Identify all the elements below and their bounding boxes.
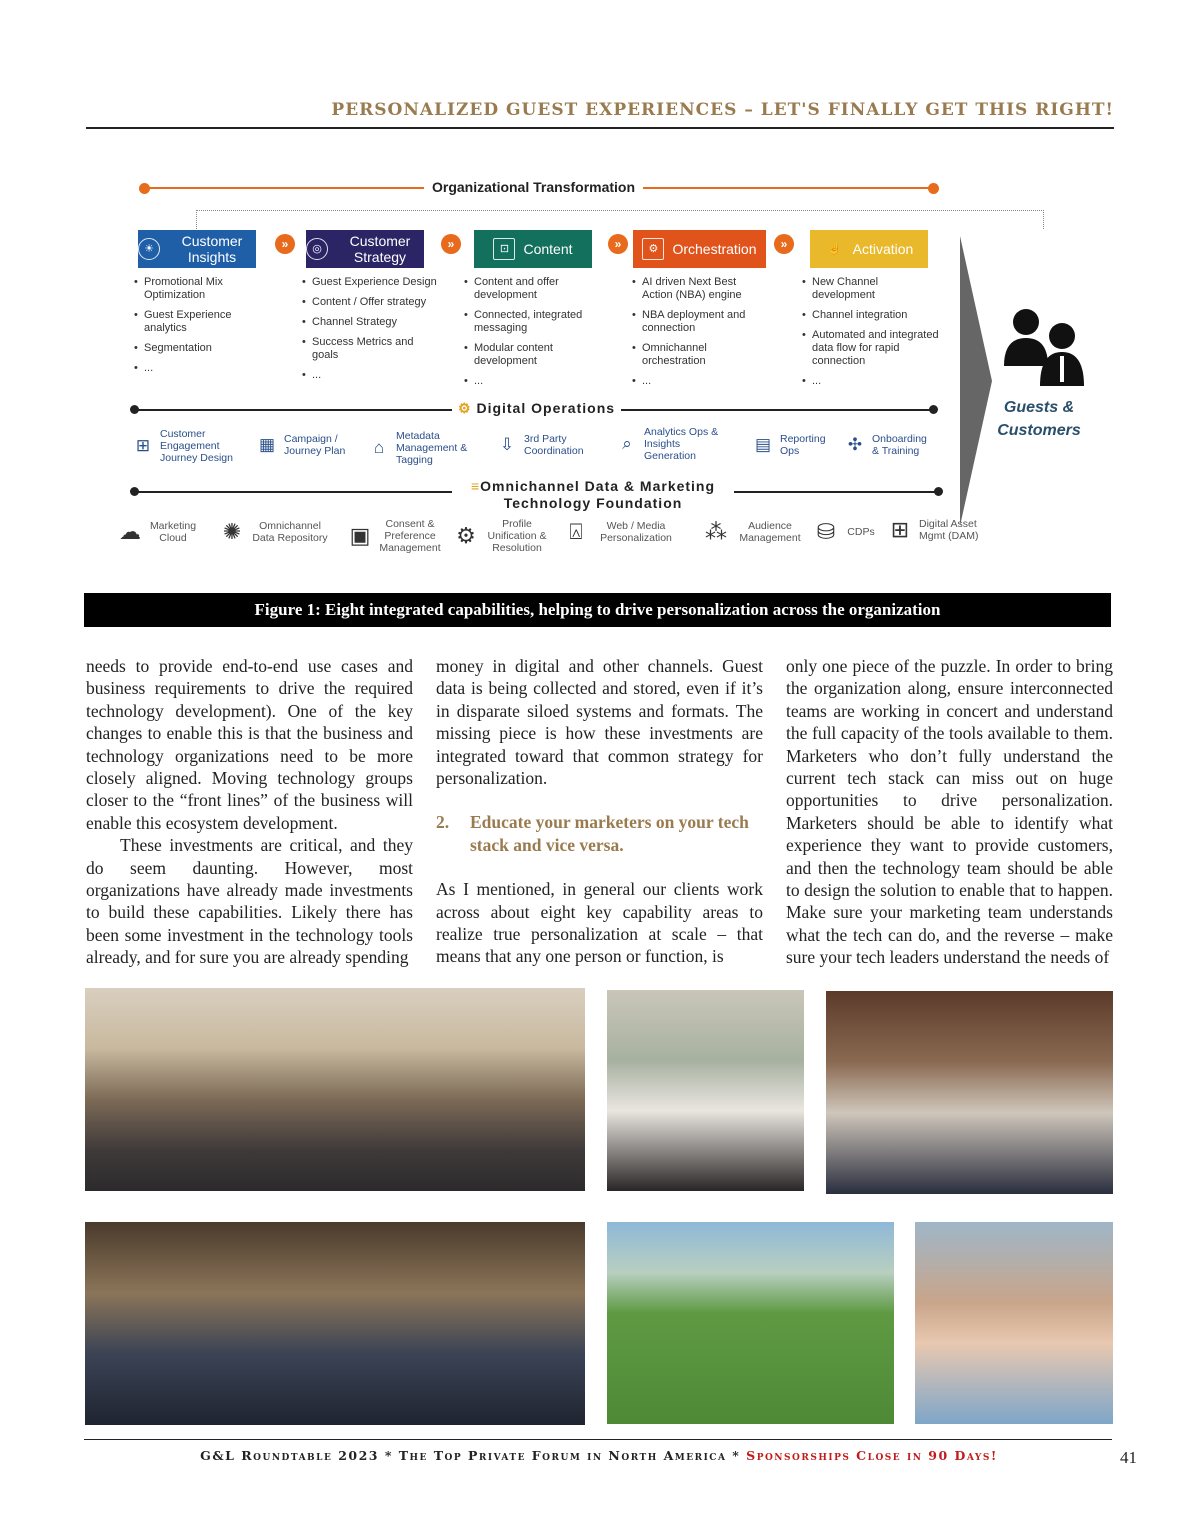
ops-item-journey-design (132, 428, 236, 464)
line-endpoint (139, 183, 150, 194)
ops-item-analytics (616, 426, 728, 462)
page-number: 41 (1120, 1448, 1137, 1467)
text-column-2 (436, 655, 763, 968)
list-item: • Promotional Mix Optimization (134, 276, 262, 302)
ops-label: Onboarding & Training (872, 433, 927, 457)
capability-label: Customer Insights (181, 233, 243, 265)
person-frame-icon: ⍓ (569, 519, 583, 544)
tech-item-omnichannel-repo (218, 518, 329, 546)
capability-items-strategy (302, 276, 442, 389)
paragraph: needs to provide end-to-end use cases and business requirements to drive the required technology development). One of the key changes to enable this is that the business and technology organizations need to be more closely aligned. Moving technology groups closer to the “front lines” of the business will enable this ecosystem development. (86, 656, 413, 833)
list-item: • New Channel development (802, 276, 942, 302)
line-endpoint (928, 183, 939, 194)
footer-sponsorship-text: Sponsorships Close in 90 Days! (746, 1448, 998, 1463)
tech-item-dam (886, 516, 987, 544)
dotted-frame (196, 210, 1044, 229)
tech-item-cdps (812, 518, 877, 546)
capability-activation (810, 230, 928, 268)
guests-customers-label (986, 396, 1092, 442)
list-item: • ... (302, 369, 442, 382)
digital-operations-label: Digital Operations (476, 400, 616, 416)
ops-item-third-party (496, 433, 594, 457)
guests-label-line2: Customers (997, 422, 1081, 439)
capability-orchestration (633, 230, 766, 268)
foundation-label-line1: Omnichannel Data & Marketing (480, 478, 716, 494)
list-item: • NBA deployment and connection (632, 309, 764, 335)
footer-banner (84, 1448, 1114, 1463)
text-column-1 (86, 655, 413, 969)
event-photo-group (85, 1222, 585, 1425)
calendar-icon: ▦ (258, 435, 276, 454)
list-item: • Connected, integrated messaging (464, 309, 604, 335)
event-photo-reception (85, 988, 585, 1191)
gear-icon: ⚙ (458, 400, 472, 416)
target-icon: ◎ (306, 238, 328, 260)
list-item: • Content and offer development (464, 276, 604, 302)
list-item: • Omnichannel orchestration (632, 342, 764, 368)
tech-label: Consent & Preference Management (379, 518, 441, 554)
capabilities-figure (86, 150, 1114, 590)
tech-label: Marketing Cloud (149, 520, 197, 544)
line-endpoint (130, 487, 139, 496)
tech-label: Digital Asset Mgmt (DAM) (919, 518, 979, 542)
ops-item-campaign-plan (256, 433, 350, 457)
list-item: • ... (802, 375, 942, 388)
list-item: • ... (632, 375, 764, 388)
ops-item-reporting (752, 433, 832, 457)
chevron-right-icon: » (441, 234, 461, 254)
tech-item-marketing-cloud (116, 518, 197, 546)
capability-customer-insights (138, 230, 256, 268)
running-header: PERSONALIZED GUEST EXPERIENCES – LET'S FINALLY GET THIS RIGHT! (331, 100, 1114, 120)
header-rule (86, 127, 1114, 129)
event-photo-couple (607, 990, 804, 1191)
paragraph: only one piece of the puzzle. In order to bring the organization along, ensure interconnected teams are working in concert and understand the full capacity of the tools available to them. Marketers who don’t fully understand the current tech stack can miss out on huge opportunities to drive personalization. Marketers should be able to identify what experience they want to provide customers, and then the technology team should be able to design the solution to enable that to happen. Make sure your marketing team understands what the tech can do, and the reverse – make sure your tech leaders understand the needs of (786, 656, 1113, 968)
tech-label: CDPs (847, 526, 875, 538)
list-item: • ... (134, 362, 262, 375)
line-endpoint (934, 487, 943, 496)
capability-items-activation (802, 276, 942, 395)
tech-item-web-media (562, 518, 677, 546)
orchestration-icon: ⚙ (642, 238, 664, 260)
ops-label: Analytics Ops & Insights Generation (644, 426, 719, 462)
tech-label: Omnichannel Data Repository (252, 520, 328, 544)
list-item: • Segmentation (134, 342, 262, 355)
guests-label-line1: Guests & (1003, 399, 1075, 416)
list-item: • Content / Offer strategy (302, 296, 442, 309)
capability-content (474, 230, 592, 268)
arrow-to-guests-icon (958, 236, 994, 526)
event-photo-golf (607, 1222, 894, 1424)
list-item: • Channel integration (802, 309, 942, 322)
capability-items-insights (134, 276, 262, 382)
paragraph: These investments are critical, and they do seem daunting. However, most organizations have already made investments to build these capabilities. Likely there has been some investment in the technology tools already, and for sure you are already spending (86, 835, 413, 968)
gears-icon: ⚙ (456, 523, 476, 548)
audience-icon: ⁂ (705, 519, 727, 544)
list-item: • AI driven Next Best Action (NBA) engine (632, 276, 764, 302)
list-item: • Guest Experience analytics (134, 309, 262, 335)
database-icon: ⛁ (816, 519, 836, 544)
capability-items-orchestration (632, 276, 764, 395)
org-transformation-title: Organizational Transformation (424, 179, 643, 195)
network-icon: ✣ (847, 435, 863, 454)
digital-operations-title (452, 400, 621, 417)
foundation-label-line2: Technology Foundation (503, 495, 683, 511)
ops-label: Campaign / Journey Plan (284, 433, 346, 457)
section-number: 2. (436, 812, 450, 833)
ops-label: 3rd Party Coordination (524, 433, 584, 457)
tag-icon: ⌂ (373, 438, 385, 457)
lightbulb-icon: ☀ (138, 238, 160, 260)
capability-items-content (464, 276, 604, 395)
tech-item-profile-unification (452, 518, 549, 554)
report-icon: ▤ (754, 435, 772, 454)
database-stack-icon: ≡ (470, 478, 481, 494)
line-endpoint (130, 405, 139, 414)
tech-label: Profile Unification & Resolution (487, 518, 547, 554)
event-photo-selfie (915, 1222, 1113, 1424)
tech-foundation-title (452, 478, 734, 512)
chevron-right-icon: » (275, 234, 295, 254)
download-icon: ⇩ (499, 435, 515, 454)
line-endpoint (929, 405, 938, 414)
paragraph: money in digital and other channels. Guest data is being collected and stored, even if it’s in disparate siloed systems and formats. The missing piece is how these investments are integrated toward that common strategy for personalization. (436, 656, 763, 789)
content-icon: ⊡ (493, 238, 515, 260)
cloud-icon: ☁ (119, 519, 141, 544)
section-title: Educate your marketers on your tech stack and vice versa. (470, 812, 749, 855)
tech-label: Web / Media Personalization (600, 520, 672, 544)
list-item: • ... (464, 375, 604, 388)
hub-icon: ✺ (222, 519, 242, 544)
capability-label: Orchestration (672, 241, 757, 257)
ops-label: Reporting Ops (780, 433, 826, 457)
figure-caption: Figure 1: Eight integrated capabilities, helping to drive personalization across the organization (84, 593, 1111, 627)
ops-label: Customer Engagement Journey Design (160, 428, 233, 464)
list-item: • Guest Experience Design (302, 276, 442, 289)
event-photo-table (826, 991, 1113, 1194)
guests-icon (998, 304, 1090, 386)
hand-icon: ☝ (827, 243, 842, 255)
tech-item-consent (346, 518, 441, 554)
capability-label: Customer Strategy (349, 233, 411, 265)
list-item: • Modular content development (464, 342, 604, 368)
ops-item-onboarding (844, 433, 934, 457)
list-item: • Success Metrics and goals (302, 336, 442, 362)
ops-item-metadata (368, 430, 470, 466)
chevron-right-icon: » (774, 234, 794, 254)
org-chart-icon: ⊞ (135, 436, 151, 455)
magnifier-chart-icon: ⌕ (622, 434, 632, 453)
dam-icon: ⊞ (890, 517, 910, 542)
paragraph: As I mentioned, in general our clients work across about eight key capability areas to realize true personalization at scale – that means that any one person or function, is (436, 879, 763, 967)
id-card-icon: ▣ (349, 523, 371, 548)
capability-label: Content (523, 241, 573, 257)
capability-customer-strategy (306, 230, 424, 268)
section-heading (436, 811, 763, 856)
ops-label: Metadata Management & Tagging (396, 430, 468, 466)
chevron-right-icon: » (608, 234, 628, 254)
footer-text: G&L Roundtable 2023 * The Top Private Forum in North America * (200, 1448, 747, 1463)
list-item: • Automated and integrated data flow for rapid connection (802, 329, 942, 368)
tech-label: Audience Management (739, 520, 801, 544)
list-item: • Channel Strategy (302, 316, 442, 329)
tech-item-audience (702, 518, 805, 546)
footer-rule (84, 1439, 1112, 1440)
capability-label: Activation (852, 241, 914, 257)
text-column-3 (786, 655, 1113, 969)
